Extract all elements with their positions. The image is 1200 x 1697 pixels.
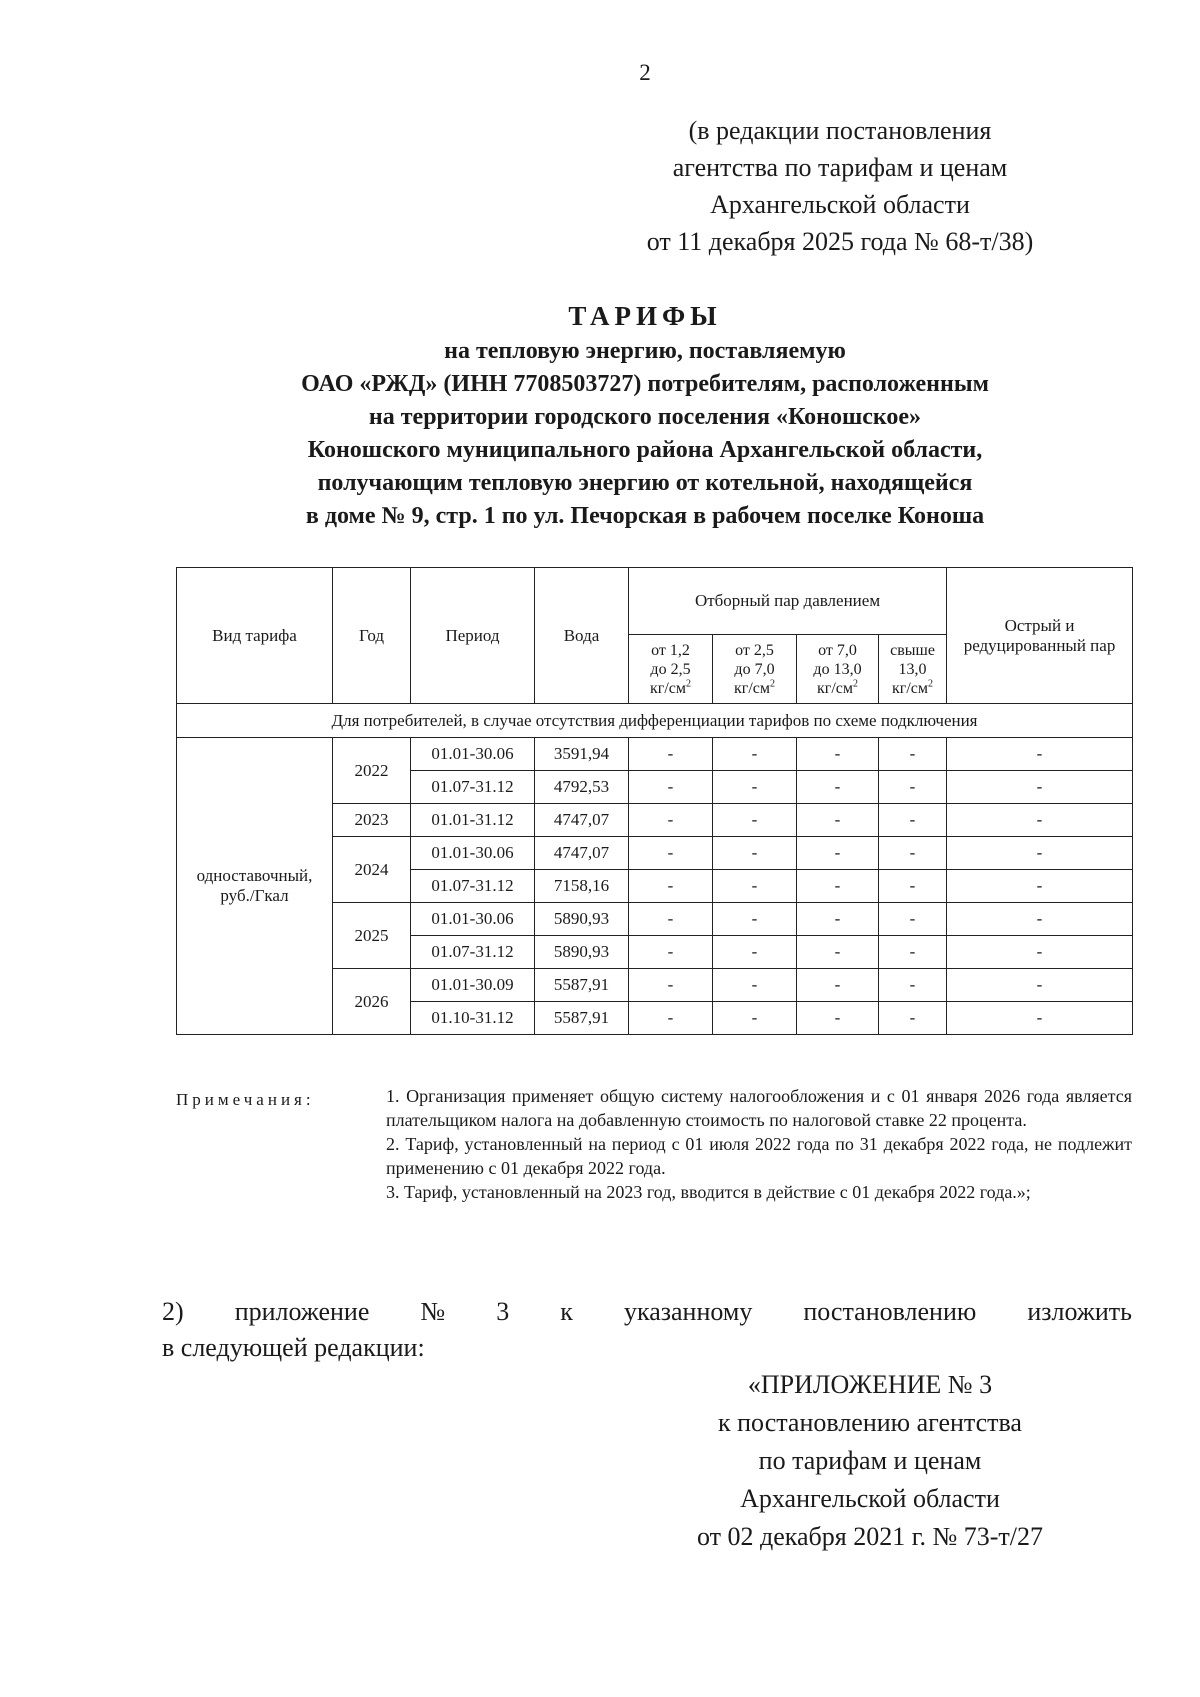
title-line: в доме № 9, стр. 1 по ул. Печорская в рабочем поселке Коноша: [305, 503, 985, 529]
note-item: 1. Организация применяет общую систему налогообложения и с 01 января 2026 года является плательщиком налога на добавленную стоимость по налоговой ставке 22 процента.: [386, 1086, 1132, 1130]
sharp-steam-cell: -: [947, 771, 1133, 804]
period-cell: 01.07-31.12: [411, 936, 535, 969]
period-cell: 01.10-31.12: [411, 1002, 535, 1035]
appendix-line: «ПРИЛОЖЕНИЕ № 3: [747, 1370, 993, 1399]
steam-cell: -: [629, 969, 713, 1002]
group-label: Для потребителей, в случае отсутствия дифференциации тарифов по схеме подключения: [177, 704, 1133, 738]
steam-cell: -: [797, 903, 879, 936]
steam-cell: -: [713, 804, 797, 837]
steam-cell: -: [629, 936, 713, 969]
steam-cell: -: [879, 903, 947, 936]
steam-cell: -: [713, 1002, 797, 1035]
edition-note-line: (в редакции постановления: [688, 116, 992, 145]
steam-cell: -: [629, 738, 713, 771]
steam-cell: -: [879, 969, 947, 1002]
table-row: [177, 738, 1133, 771]
title-line: ОАО «РЖД» (ИНН 7708503727) потребителям, расположенным: [301, 371, 989, 397]
steam-cell: -: [713, 870, 797, 903]
sharp-steam-cell: -: [947, 837, 1133, 870]
sharp-steam-cell: -: [947, 870, 1133, 903]
title-line: на территории городского поселения «Коношское»: [368, 404, 922, 430]
period-cell: 01.01-31.12: [411, 804, 535, 837]
steam-cell: -: [713, 771, 797, 804]
edition-note: [600, 112, 1080, 260]
steam-cell: -: [879, 936, 947, 969]
steam-cell: -: [797, 804, 879, 837]
steam-cell: -: [879, 1002, 947, 1035]
water-cell: 7158,16: [535, 870, 629, 903]
clause-word: указанному: [623, 1297, 753, 1326]
sharp-steam-cell: -: [947, 936, 1133, 969]
sharp-steam-cell: -: [947, 969, 1133, 1002]
steam-cell: -: [629, 804, 713, 837]
water-cell: 4792,53: [535, 771, 629, 804]
steam-cell: -: [797, 771, 879, 804]
water-cell: 5587,91: [535, 1002, 629, 1035]
note-item: 2. Тариф, установленный на период с 01 июля 2022 года по 31 декабря 2022 года, не подлежит применению с 01 декабря 2022 года.: [386, 1134, 1132, 1178]
clause-word: приложение: [234, 1297, 370, 1326]
steam-cell: -: [629, 771, 713, 804]
steam-cell: -: [713, 837, 797, 870]
appendix-header: [660, 1366, 1080, 1556]
period-cell: 01.01-30.06: [411, 837, 535, 870]
clause-2: [162, 1294, 1132, 1366]
appendix-line: Архангельской области: [740, 1484, 1000, 1513]
title-line: Коношского муниципального района Архангельской области,: [307, 437, 983, 463]
header-steam-col: от 1,2 до 2,5 $кг/см^2$: [629, 635, 713, 704]
appendix-line: к постановлению агентства: [718, 1408, 1022, 1437]
clause-word: к: [560, 1297, 573, 1326]
water-cell: 5890,93: [535, 903, 629, 936]
header-year: Год: [333, 568, 411, 704]
water-cell: 5587,91: [535, 969, 629, 1002]
steam-cell: -: [797, 969, 879, 1002]
tariff-type-cell: одноставочный, руб./Гкал: [177, 738, 333, 1035]
steam-cell: -: [879, 738, 947, 771]
clause-2-line-2: в следующей редакции:: [162, 1333, 425, 1362]
steam-cell: -: [879, 870, 947, 903]
appendix-line: по тарифам и ценам: [758, 1446, 982, 1475]
steam-cell: -: [713, 903, 797, 936]
notes: [386, 1084, 1132, 1204]
steam-cell: -: [629, 903, 713, 936]
year-cell: 2025: [333, 903, 411, 969]
sharp-steam-cell: -: [947, 804, 1133, 837]
sharp-steam-cell: -: [947, 738, 1133, 771]
steam-cell: -: [629, 837, 713, 870]
clause-word: 2): [162, 1297, 184, 1326]
header-steam-col: от 7,0 до 13,0 $кг/см^2$: [797, 635, 879, 704]
header-sharp-steam: Острый и редуцированный пар: [947, 568, 1133, 704]
year-cell: 2024: [333, 837, 411, 903]
year-cell: 2026: [333, 969, 411, 1035]
title-heading: ТАРИФЫ: [568, 301, 722, 331]
steam-cell: -: [797, 1002, 879, 1035]
table-group-row: [177, 704, 1133, 738]
steam-cell: -: [797, 936, 879, 969]
period-cell: 01.01-30.06: [411, 903, 535, 936]
clause-word: №: [420, 1297, 446, 1326]
document-title: [150, 300, 1140, 533]
header-steam-col: от 2,5 до 7,0 $кг/см^2$: [713, 635, 797, 704]
table-header-row: [177, 568, 1133, 635]
page-number: 2: [639, 60, 651, 85]
steam-cell: -: [879, 804, 947, 837]
edition-note-line: агентства по тарифам и ценам: [672, 153, 1008, 182]
clause-2-line-1: [162, 1294, 1132, 1330]
clause-word: постановлению: [803, 1297, 977, 1326]
steam-cell: -: [797, 870, 879, 903]
water-cell: 5890,93: [535, 936, 629, 969]
title-line: на тепловую энергию, поставляемую: [444, 338, 846, 364]
steam-cell: -: [879, 771, 947, 804]
period-cell: 01.01-30.06: [411, 738, 535, 771]
year-cell: 2023: [333, 804, 411, 837]
header-period: Период: [411, 568, 535, 704]
water-cell: 4747,07: [535, 804, 629, 837]
period-cell: 01.07-31.12: [411, 870, 535, 903]
header-steam-col: свыше 13,0 $кг/см^2$: [879, 635, 947, 704]
period-cell: 01.01-30.09: [411, 969, 535, 1002]
sharp-steam-cell: -: [947, 1002, 1133, 1035]
header-tariff-type: Вид тарифа: [177, 568, 333, 704]
steam-cell: -: [629, 870, 713, 903]
year-cell: 2022: [333, 738, 411, 804]
steam-cell: -: [797, 738, 879, 771]
title-line: получающим тепловую энергию от котельной, находящейся: [317, 470, 973, 496]
steam-cell: -: [879, 837, 947, 870]
clause-word: 3: [496, 1297, 510, 1326]
steam-cell: -: [713, 738, 797, 771]
edition-note-line: Архангельской области: [710, 190, 970, 219]
steam-cell: -: [629, 1002, 713, 1035]
notes-label: Примечания:: [176, 1090, 315, 1109]
appendix-line: от 02 декабря 2021 г. № 73-т/27: [696, 1522, 1044, 1551]
tariff-table: [176, 567, 1133, 1035]
edition-note-line: от 11 декабря 2025 года № 68-т/38): [646, 227, 1034, 256]
note-item: 3. Тариф, установленный на 2023 год, вводится в действие с 01 декабря 2022 года.»;: [386, 1182, 1031, 1202]
steam-cell: -: [713, 969, 797, 1002]
header-water: Вода: [535, 568, 629, 704]
period-cell: 01.07-31.12: [411, 771, 535, 804]
water-cell: 4747,07: [535, 837, 629, 870]
sharp-steam-cell: -: [947, 903, 1133, 936]
header-steam-group: Отборный пар давлением: [629, 568, 947, 635]
water-cell: 3591,94: [535, 738, 629, 771]
steam-cell: -: [713, 936, 797, 969]
clause-word: изложить: [1027, 1297, 1132, 1326]
steam-cell: -: [797, 837, 879, 870]
